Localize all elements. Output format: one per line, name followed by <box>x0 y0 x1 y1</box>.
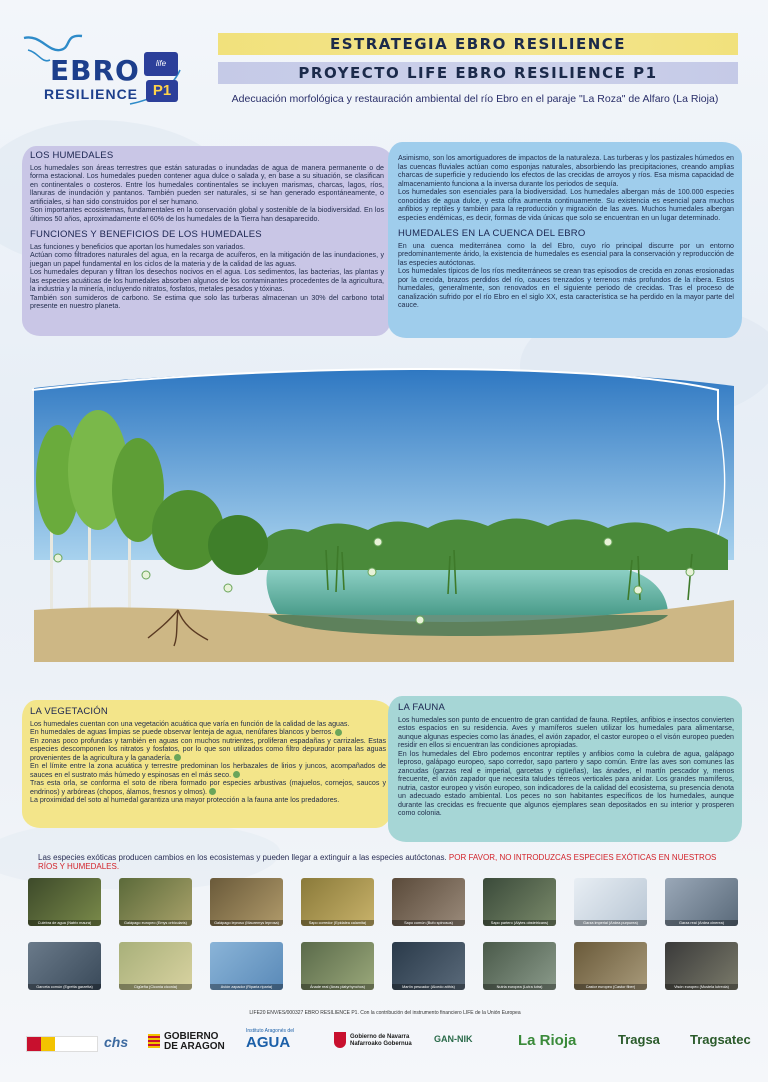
species-photo <box>392 878 465 926</box>
legend-dot-icon <box>335 729 342 736</box>
heading-fauna: LA FAUNA <box>398 702 446 713</box>
fauna-p1: Los humedales son punto de encuentro de gran cantidad de fauna. Reptiles, anfibios e insectos convierten estos espacios en su residencia. Aves y mamíferos suelen utilizar los humedales para alimentarse, aunque algunas especies como las ánades, el avión zapador, el castor europeo o el visón europeo pueden residir en ellos si encuentran las condiciones apropiadas. <box>398 715 735 749</box>
species-caption: Galápago europeo (Emys orbicularis) <box>119 920 192 926</box>
species-photo <box>210 878 283 926</box>
heading-cuenca: HUMEDALES EN LA CUENCA DEL EBRO <box>398 228 586 239</box>
species-caption: Nutria europea (Lutra lutra) <box>483 984 556 990</box>
funciones-p3: Los humedales depuran y filtran los desechos nocivos en el agua. Los sedimentos, las bacterias, las plantas y las especies acuáticas de los humedales absorben algunos de los contaminantes procedentes de la agricultura, la industria y la minería, incluyendo nitratos, fosfatos, metales pesados y tóxinas. <box>30 268 384 293</box>
aragon-flag-icon <box>148 1034 160 1048</box>
species-photo <box>392 942 465 990</box>
vegetacion-p1: Los humedales cuentan con una vegetación acuática que varía en función de la calidad de las aguas. <box>30 719 350 728</box>
agua-pre: Instituto Aragonés del <box>246 1028 295 1034</box>
navarra-logo <box>350 1034 412 1048</box>
logo-resilience: RESILIENCE <box>44 86 139 102</box>
species-photo <box>301 942 374 990</box>
species-photo <box>210 942 283 990</box>
legend-dot-icon <box>233 771 240 778</box>
amortiguadores-p1: Asimismo, son los amortiguadores de impactos de la naturaleza. Las turberas y los pastizales húmedos en las cuencas fluviales actúan como esponjas naturales, absorbiendo las precipitaciones, creando amplias charcas de superficie y reduciendo los efectos de las crecidas de arroyos y ríos. Esa misma capacidad de almacenamiento funciona a la inversa durante los periodos de sequía. <box>398 154 734 188</box>
species-photo-grid <box>28 878 744 996</box>
humedales-p2: Son importantes ecosistemas, fundamentales en la conservación global y sostenible de la biodiversidad. En los últimos 50 años, aproximadamente el 60% de los humedales de la Tierra han desaparecido. <box>30 206 384 223</box>
funciones-p2: Actúan como filtradores naturales del agua, en la recarga de acuíferos, en la mitigación de las inundaciones, y juegan un papel fundamental en los ciclos de la materia y de la calidad de las aguas. <box>30 251 384 268</box>
funciones-p1: Las funciones y beneficios que aportan los humedales son variados. <box>30 242 245 251</box>
cuenca-p2: Los humedales típicos de los ríos mediterráneos se crean tras episodios de crecida en zonas erosionadas por la crecida, brazos perdidos del río, cauces trenzados y terrenos más profundos de la ribera. Estos humedales, generalmente, son renovados en el siguiente periodo de crecidas. Tras el proceso de canalización sufrido por el río Ebro en el siglo XX, esta característica se ha perdido en la mayor parte del cauce. <box>398 267 734 309</box>
heading-funciones: FUNCIONES Y BENEFICIOS DE LOS HUMEDALES <box>30 229 262 240</box>
species-caption: Sapo común (Bufo spinosus) <box>392 920 465 926</box>
spain-ministry-logo <box>26 1036 98 1052</box>
larioja-logo: La Rioja <box>518 1032 577 1049</box>
aragon-logo <box>164 1032 225 1052</box>
species-photo <box>665 878 738 926</box>
exotic-warning: POR FAVOR, NO INTRODUZCAS ESPECIES EXÓTICAS EN NUESTROS RÍOS Y HUMEDALES. <box>38 853 717 871</box>
funding-note: LIFE20 ENV/ES/000327 EBRO RESILIENCE P1. Con la contribución del instrumento financiero LIFE de la Unión Europea <box>249 1010 521 1016</box>
tragsa-logo: Tragsa <box>618 1032 660 1047</box>
section-fauna <box>398 704 734 818</box>
species-caption: Martín pescador (Alcedo atthis) <box>392 984 465 990</box>
navarra-shield-icon <box>334 1032 346 1048</box>
amortiguadores-p2: Los humedales son esenciales para la biodiversidad. Los humedales albergan más de 100.000 especies conocidas de agua dulce, y esta cifra aumenta continuamente. Su existencia es esencial para muchos anfibios y reptiles y también para la reproducción y migración de las aves. Muchos humedales albergan especies endémicas, es decir, formas de vida únicas que solo se encuentran en un lugar determinado. <box>398 188 734 222</box>
section-cuenca <box>398 154 734 310</box>
vegetacion-p2: En humedales de aguas limpias se puede observar lenteja de agua, nenúfares blancos y berros. <box>30 728 334 736</box>
species-caption: Garceta común (Egretta garzetta) <box>28 984 101 990</box>
species-caption: Castor europeo (Castor fiber) <box>574 984 647 990</box>
navarra-line2: Nafarroako Gobernua <box>350 1041 412 1047</box>
species-photo <box>119 878 192 926</box>
heading-humedales: LOS HUMEDALES <box>30 150 114 161</box>
vegetacion-p3: En zonas poco profundas y también en aguas con muchos nutrientes, proliferan espadañas y carrizales. Estas especies descomponen los nitratos y fosfatos, por lo que son utilizados como filtro depurador para las aguas provenientes de la agricultura y la ganadería. <box>30 736 386 762</box>
species-caption: Avión zapador (Riparia riparia) <box>210 984 283 990</box>
vegetacion-p5: Tras esta orla, se conforma el soto de ribera formado por especies arbustivas (majuelos, cornejos, saucos y endrinos) y arbóreas (chopos, álamos, fresnos y olmos). <box>30 779 386 796</box>
agua-logo <box>246 1028 294 1051</box>
gannik-logo: GAN-NIK <box>434 1034 473 1044</box>
logo-p1: P1 <box>146 80 178 102</box>
ebro-resilience-logo <box>20 30 188 108</box>
aragon-line1: GOBIERNO <box>164 1031 219 1042</box>
species-caption: Garza imperial (Ardea purpurea) <box>574 920 647 926</box>
logo-life-eu: life <box>144 52 178 76</box>
section-vegetacion <box>30 708 386 805</box>
cuenca-p1: En una cuenca mediterránea como la del Ebro, cuyo río principal discurre por un entorno predominantemente árido, la existencia de humedales es esencial para la conservación y reproducción de las especies autóctonas. <box>398 241 734 267</box>
species-photo <box>574 878 647 926</box>
partner-logos <box>18 1024 750 1064</box>
legend-dot-icon <box>209 788 216 795</box>
aragon-line2: DE ARAGON <box>164 1041 225 1052</box>
header-band-strategy: ESTRATEGIA EBRO RESILIENCE <box>218 33 738 55</box>
wetland-illustration <box>28 360 742 662</box>
navarra-line1: Gobierno de Navarra <box>350 1034 410 1040</box>
fauna-p2: En los humedales del Ebro podemos encontrar reptiles y anfibios como la culebra de agua, galápago leproso, galápago europeo, sapo corredor, sapo partero y sapo común. Entre las aves son comunes las zancudas (garzas real e imperial, garcetas y cigüeñas), las ánades, el martín pescador y, menos frecuente, el avión zapador que necesita taludes térreos verticales para anidar. Los grandes mamíferos, nutria, castor europeo y visón europeo, son indicadores de la calidad del ecosistema, su presencia denota un adecuado estado ambiental. Los peces no son habitantes específicos de los humedales, aunque durante las crecidas es frecuente que algunos ejemplares sean depositados en su interior y prosperen como colonia. <box>398 749 734 817</box>
species-photo <box>483 878 556 926</box>
species-photo <box>574 942 647 990</box>
exotic-text: Las especies exóticas producen cambios en los ecosistemas y pueden llegar a extinguir a las especies autóctonas. <box>38 853 447 862</box>
species-photo <box>483 942 556 990</box>
legend-dot-icon <box>174 754 181 761</box>
species-caption: Garza real (Ardea cinerea) <box>665 920 738 926</box>
logo-ebro: EBRO <box>50 54 140 87</box>
funciones-p4: También son sumideros de carbono. Se estima que solo las turberas almacenan un 30% del carbono total presente en nuestro planeta. <box>30 293 384 310</box>
humedales-p1: Los humedales son áreas terrestres que están saturadas o inundadas de agua de manera permanente o de forma estacional. Los humedales pueden contener agua dulce o salada y, en base a su situación, se clasifican en continentales o costeros. Entre los humedales continentales se incluyen marismas, charcas, lagos, ríos, llanuras de inundación y pantanos. También pueden ser naturales, si se han generado espontáneamente, o artificiales, si han sido construidos por el ser humano. <box>30 163 384 206</box>
species-caption: Galápago leproso (Mauremys leprosa) <box>210 920 283 926</box>
species-photo <box>665 942 738 990</box>
tragsatec-logo: Tragsatec <box>690 1032 751 1047</box>
header-band-project: PROYECTO LIFE EBRO RESILIENCE P1 <box>218 62 738 84</box>
species-photo <box>301 878 374 926</box>
vegetacion-p4: En el límite entre la zona acuática y terrestre predominan los herbazales de lirios y juncos, acompañados de sauces en el sustrato más húmedo y espinosas en el más seco. <box>30 762 386 779</box>
species-photo <box>119 942 192 990</box>
agua-text: AGUA <box>246 1034 291 1051</box>
chs-logo: chs <box>104 1034 129 1050</box>
page-subtitle: Adecuación morfológica y restauración ambiental del río Ebro en el paraje "La Roza" de Alfaro (La Rioja) <box>231 93 719 105</box>
species-caption: Ánade real (Anas platyrhynchos) <box>301 984 374 990</box>
vegetacion-p6: La proximidad del soto al humedal garantiza una mayor protección a la fauna ante los predadores. <box>30 796 340 804</box>
species-caption: Sapo partero (Alytes obstetricans) <box>483 920 556 926</box>
heading-vegetacion: LA VEGETACIÓN <box>30 706 108 717</box>
exotic-species-notice <box>38 853 738 871</box>
section-humedales <box>30 152 384 311</box>
species-photo <box>28 878 101 926</box>
species-photo <box>28 942 101 990</box>
species-caption: Visón europeo (Mustela lutreola) <box>665 984 738 990</box>
species-caption: Culebra de agua (Natrix maura) <box>28 920 101 926</box>
species-caption: Cigüeña (Ciconia ciconia) <box>119 984 192 990</box>
species-caption: Sapo corredor (Epidalea calamita) <box>301 920 374 926</box>
